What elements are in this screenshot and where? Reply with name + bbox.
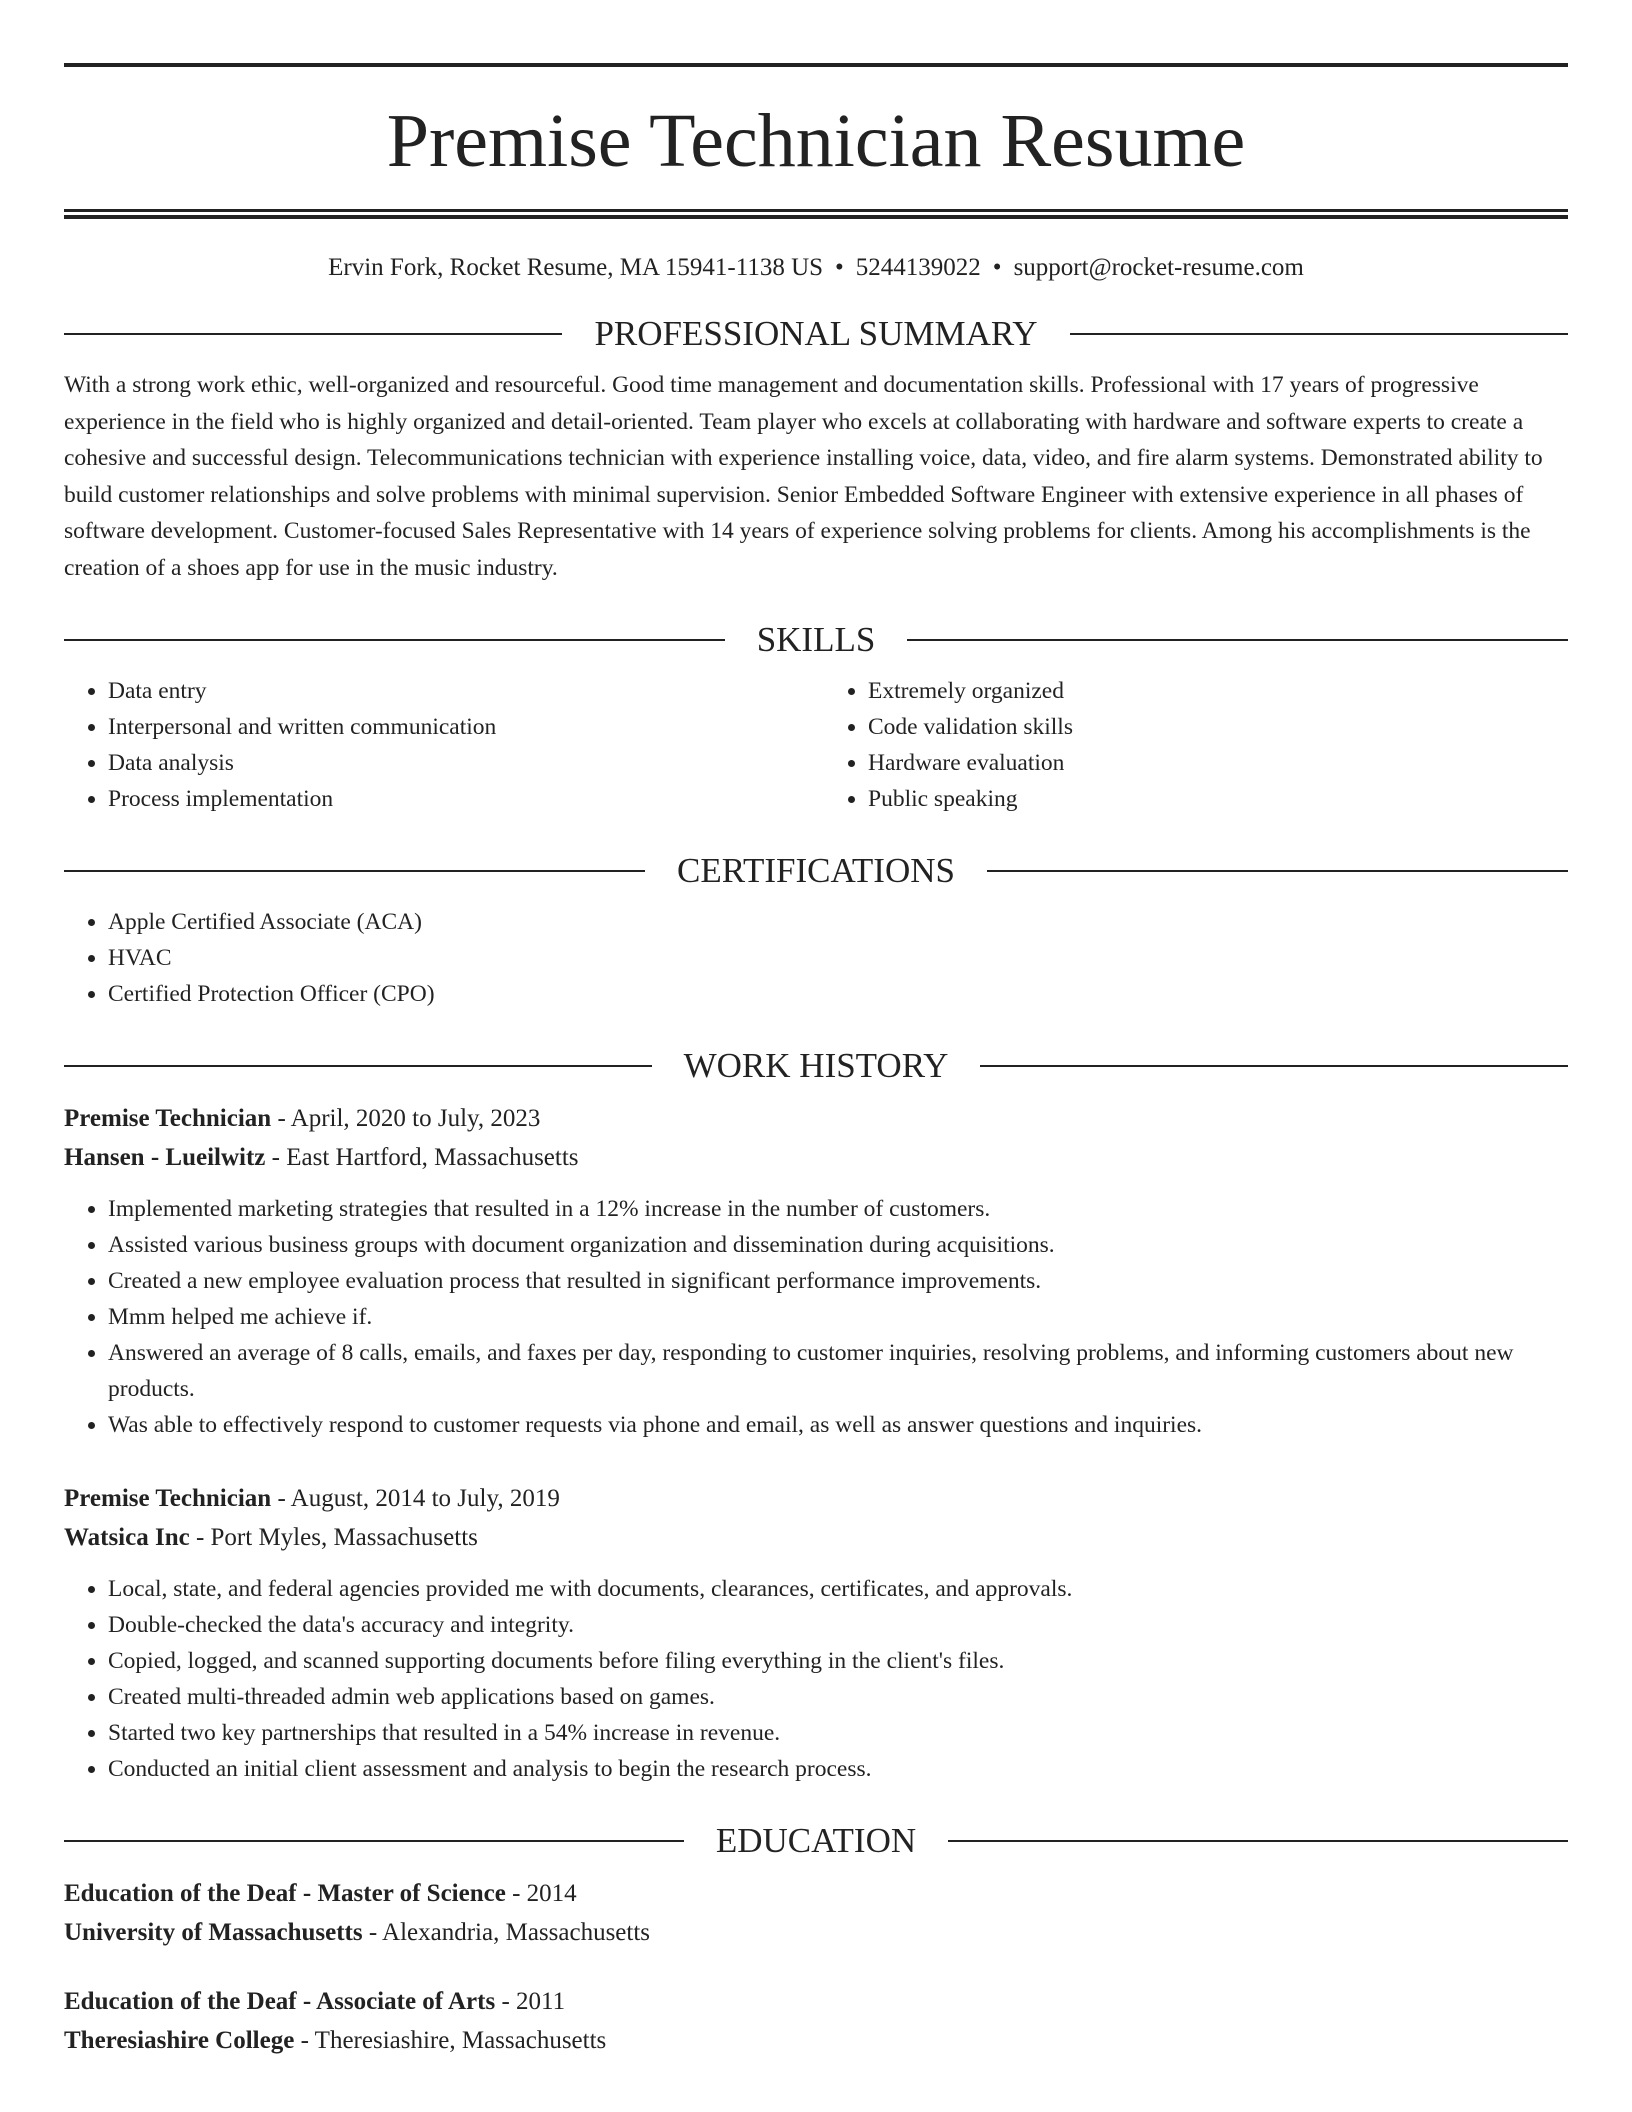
heading-rule-left <box>64 1840 684 1842</box>
job-dates: - April, 2020 to July, 2023 <box>271 1105 541 1132</box>
job-company-line <box>64 1518 1568 1557</box>
heading-rule-right <box>948 1840 1568 1842</box>
heading-rule-right <box>980 1065 1568 1067</box>
heading-rule-right <box>907 639 1568 641</box>
job-company: Hansen - Lueilwitz <box>64 1144 266 1171</box>
education-degree: Education of the Deaf - Associate of Arts <box>64 1988 496 2015</box>
job-company: Watsica Inc <box>64 1524 190 1551</box>
section-heading-work <box>64 1048 1568 1083</box>
job-bullet: • Local, state, and federal agencies provided me with documents, clearances, certificates, and approvals. <box>108 1571 1568 1607</box>
education-year: - 2014 <box>505 1880 577 1907</box>
job-title: Premise Technician <box>64 1485 272 1512</box>
skill-item: • Process implementation <box>108 781 816 817</box>
job-bullet: • Conducted an initial client assessment and analysis to begin the research process. <box>108 1751 1568 1787</box>
education-location: - Alexandria, Massachusetts <box>362 1919 651 1946</box>
job-title-line <box>64 1099 1568 1138</box>
job-bullet: • Copied, logged, and scanned supporting documents before filing everything in the client's files. <box>108 1643 1568 1679</box>
education-year: - 2011 <box>495 1988 566 2015</box>
certifications-heading: CERTIFICATIONS <box>677 851 955 890</box>
heading-rule-left <box>64 639 725 641</box>
job-bullet: • Assisted various business groups with document organization and dissemination during acquisitions. <box>108 1227 1568 1263</box>
job-location: - Port Myles, Massachusetts <box>189 1524 478 1551</box>
summary-text: With a strong work ethic, well-organized and resourceful. Good time management and documentation skills. Professional with 17 years of progressive experience in the field who is highly organized and detail-oriented. Team player who excels at collaborating with hardware and software experts to create a cohesive and successful design. Telecommunications technician with experience installing voice, data, video, and fire alarm systems. Demonstrated ability to build customer relationships and solve problems with minimal supervision. Senior Embedded Software Engineer with extensive experience in all phases of software development. Customer-focused Sales Representative with 14 years of experience solving problems for clients. Among his accomplishments is the creation of a shoes app for use in the music industry. <box>64 372 1543 581</box>
heading-rule-left <box>64 333 562 335</box>
education-heading: EDUCATION <box>715 1821 917 1860</box>
education-degree-line <box>64 1874 1568 1913</box>
education-school: Theresiashire College <box>64 2027 295 2054</box>
contact-address: Ervin Fork, Rocket Resume, MA 15941-1138 US <box>328 254 824 281</box>
skills-list <box>64 673 1568 817</box>
contact-email: support@rocket-resume.com <box>1013 254 1304 281</box>
skill-item: • Extremely organized <box>868 673 1568 709</box>
job-bullet: • Was able to effectively respond to customer requests via phone and email, as well as answer questions and inquiries. <box>108 1407 1568 1443</box>
summary-heading: PROFESSIONAL SUMMARY <box>594 314 1038 353</box>
contact-separator: • <box>835 254 844 281</box>
job-bullets <box>64 1571 1568 1787</box>
education-location: - Theresiashire, Massachusetts <box>294 2027 607 2054</box>
skill-item: • Data analysis <box>108 745 816 781</box>
top-rule <box>64 63 1568 67</box>
education-school: University of Massachusetts <box>64 1919 363 1946</box>
heading-rule-left <box>64 1065 652 1067</box>
work-heading: WORK HISTORY <box>683 1046 949 1085</box>
certification-item: • Certified Protection Officer (CPO) <box>108 976 1568 1012</box>
contact-line <box>64 255 1568 280</box>
contact-phone: 5244139022 <box>855 254 981 281</box>
job-entry <box>64 1099 1568 1443</box>
resume-title: Premise Technician Resume <box>386 99 1246 183</box>
education-entry <box>64 1874 1568 1952</box>
skill-item: • Public speaking <box>868 781 1568 817</box>
job-dates: - August, 2014 to July, 2019 <box>271 1485 560 1512</box>
education-degree-line <box>64 1982 1568 2021</box>
certification-item: • HVAC <box>108 940 1568 976</box>
job-company-line <box>64 1138 1568 1177</box>
skill-item: • Code validation skills <box>868 709 1568 745</box>
job-title-line <box>64 1479 1568 1518</box>
skill-item: • Hardware evaluation <box>868 745 1568 781</box>
education-entry <box>64 1982 1568 2060</box>
job-title: Premise Technician <box>64 1105 272 1132</box>
skills-heading: SKILLS <box>756 620 876 659</box>
heading-rule-right <box>1070 333 1568 335</box>
skill-item: • Data entry <box>108 673 816 709</box>
job-bullet: • Mmm helped me achieve if. <box>108 1299 1568 1335</box>
section-heading-summary <box>64 316 1568 351</box>
job-bullet: • Double-checked the data's accuracy and integrity. <box>108 1607 1568 1643</box>
section-heading-certifications <box>64 853 1568 888</box>
section-heading-education <box>64 1823 1568 1858</box>
job-bullet: • Created multi-threaded admin web applications based on games. <box>108 1679 1568 1715</box>
job-location: - East Hartford, Massachusetts <box>265 1144 579 1171</box>
certifications-list <box>64 904 1568 1012</box>
title-double-rule <box>64 209 1568 219</box>
heading-rule-right <box>987 870 1568 872</box>
job-bullet: • Implemented marketing strategies that resulted in a 12% increase in the number of customers. <box>108 1191 1568 1227</box>
skills-column-right <box>816 673 1568 817</box>
job-bullet: • Answered an average of 8 calls, emails, and faxes per day, responding to customer inquiries, resolving problems, and informing customers about new products. <box>108 1335 1568 1407</box>
section-heading-skills <box>64 622 1568 657</box>
job-bullets <box>64 1191 1568 1443</box>
heading-rule-left <box>64 870 645 872</box>
skill-item: • Interpersonal and written communication <box>108 709 816 745</box>
education-school-line <box>64 2021 1568 2060</box>
job-bullet: • Created a new employee evaluation process that resulted in significant performance improvements. <box>108 1263 1568 1299</box>
education-school-line <box>64 1913 1568 1952</box>
job-bullet: • Started two key partnerships that resulted in a 54% increase in revenue. <box>108 1715 1568 1751</box>
certification-item: • Apple Certified Associate (ACA) <box>108 904 1568 940</box>
skills-column-left <box>64 673 816 817</box>
job-entry <box>64 1479 1568 1787</box>
contact-separator: • <box>992 254 1002 281</box>
education-degree: Education of the Deaf - Master of Science <box>64 1880 506 1907</box>
